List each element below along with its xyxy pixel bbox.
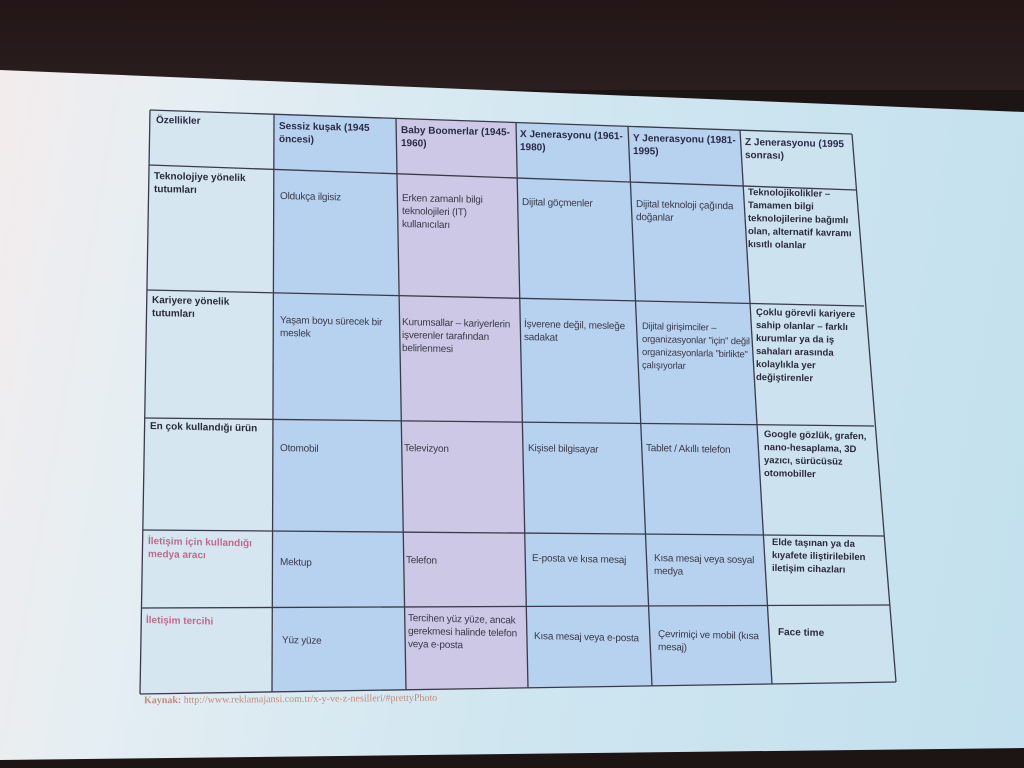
table-cell: Dijital girişimciler – organizasyonlar "için" değil organizasyonlarla "birlikte" çalışıyorlar <box>642 321 750 372</box>
row-label-1: Teknolojiye yönelik tutumları <box>154 171 246 196</box>
table-cell: Dijital teknoloji çağında doğanlar <box>636 199 734 224</box>
header-cell-5: Z Jenerasyonu (1995 sonrası) <box>745 137 844 162</box>
table-cell: Google gözlük, grafen, nano-hesaplama, 3D yazıcı, sürücüsüz otomobiller <box>764 429 867 481</box>
row-label-5: İletişim tercihi <box>146 615 214 628</box>
row-label-3: En çok kullandığı ürün <box>150 421 258 435</box>
table-cell: Yaşam boyu sürecek bir meslek <box>280 315 383 340</box>
header-cell-2: Baby Boomerlar (1945-1960) <box>401 125 510 150</box>
table-cell: Tablet / Akıllı telefon <box>646 443 731 456</box>
header-cell-0: Özellikler <box>156 115 201 128</box>
table-cell: İşverene değil, mesleğe sadakat <box>524 319 626 344</box>
table-cell: Face time <box>778 627 825 640</box>
table-cell: Teknolojikolikler – Tamamen bilgi teknolojilerine bağımlı olan, alternatif kavramı kısıtlı olanlar <box>748 187 852 252</box>
table-cell: Televizyon <box>404 443 449 456</box>
header-cell-3: X Jenerasyonu (1961-1980) <box>520 129 623 154</box>
table-cell: Çoklu görevli kariyere sahip olanlar – farklı kurumlar ya da iş sahaları arasında kolaylıkla yer değiştirenler <box>756 307 856 385</box>
table-cell: Çevrimiçi ve mobil (kısa mesaj) <box>658 629 759 654</box>
table-cell: Kısa mesaj veya sosyal medya <box>654 553 755 578</box>
source-label: Kaynak: <box>144 694 182 707</box>
table-cell: Mektup <box>280 557 312 569</box>
table-cell: Otomobil <box>280 443 319 455</box>
source-url[interactable]: http://www.reklamajansi.com.tr/x-y-ve-z-nesilleri/#prettyPhoto <box>183 692 438 706</box>
table-cell: Erken zamanlı bilgi teknolojileri (IT) kullanıcıları <box>402 193 483 232</box>
table-cell: Kurumsallar – kariyerlerin işverenler tarafından belirlenmesi <box>402 317 511 356</box>
table-cell: Yüz yüze <box>282 635 322 647</box>
header-cell-4: Y Jenerasyonu (1981-1995) <box>633 133 736 158</box>
table-cell: Tercihen yüz yüze, ancak gerekmesi halinde telefon veya e-posta <box>408 613 517 652</box>
row-label-2: Kariyere yönelik tutumları <box>152 295 230 320</box>
table-cell: Oldukça ilgisiz <box>280 191 341 204</box>
table-cell: Telefon <box>406 555 437 567</box>
table-cell: Dijital göçmenler <box>522 197 593 210</box>
table-cell: Kişisel bilgisayar <box>528 443 599 456</box>
table-cell: Kısa mesaj veya e-posta <box>534 631 639 645</box>
row-label-4: İletişim için kullandığı medya aracı <box>148 536 252 562</box>
table-cell: E-posta ve kısa mesaj <box>532 553 627 567</box>
header-cell-1: Sessiz kuşak (1945 öncesi) <box>279 121 370 146</box>
table-cell: Elde taşınan ya da kıyafete iliştirilebilen iletişim cihazları <box>772 537 866 576</box>
